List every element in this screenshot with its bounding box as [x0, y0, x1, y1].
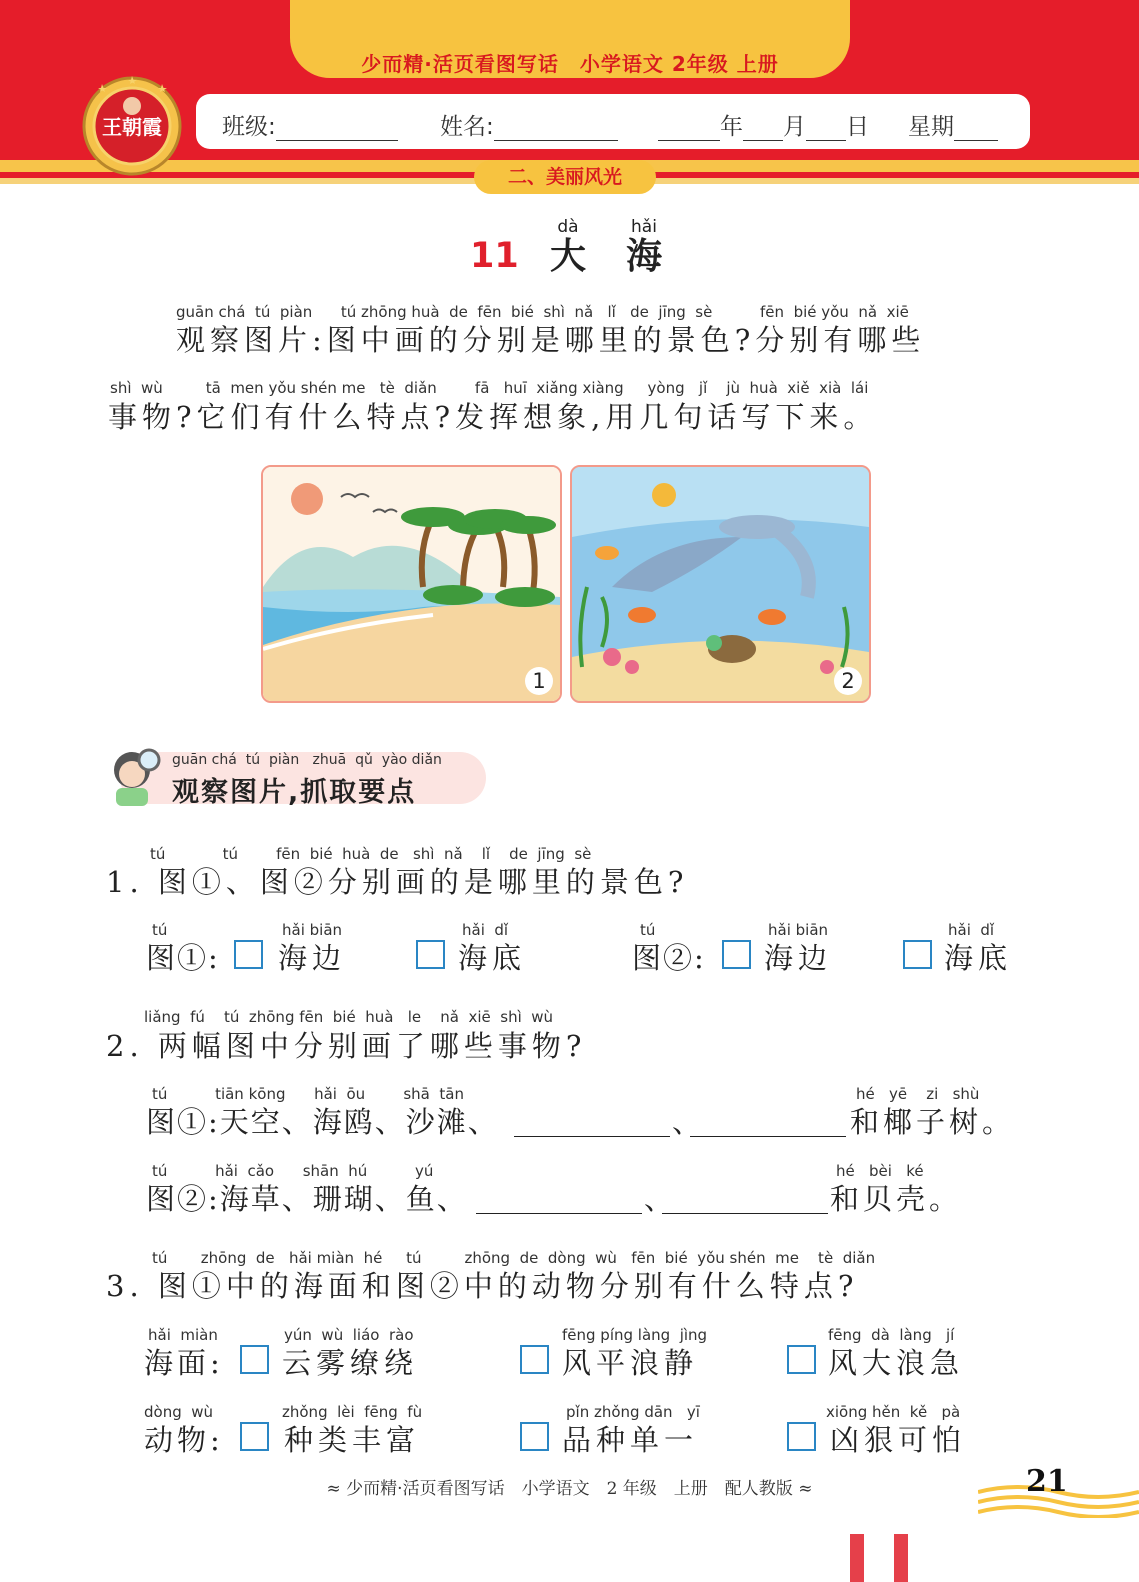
sea-option: 云雾缭绕: [282, 1346, 419, 1380]
q3-sea-label: 海面:: [144, 1346, 224, 1380]
sea-option: 风大浪急: [828, 1346, 965, 1380]
opt-pinyin: zhǒng lèi fēng fù: [282, 1403, 423, 1421]
q2-text: 2. 两幅图中分别画了哪些事物?: [106, 1029, 587, 1063]
checkbox-sea-opt3[interactable]: [787, 1345, 816, 1374]
month-label: 月: [783, 114, 806, 140]
opt-pinyin: yún wù liáo rào: [284, 1326, 414, 1344]
title-char: hǎi 海: [625, 217, 662, 277]
instruction-pinyin-1: guān chá tú piàn tú zhōng huà de fēn bié shì nǎ lǐ de jīng sè fēn bié yǒu nǎ xiē: [176, 303, 909, 321]
opt-pinyin: fēng dà làng jí: [828, 1326, 955, 1344]
name-label: 姓名:: [440, 114, 494, 140]
checkbox-tu1-seaside[interactable]: [234, 940, 263, 969]
q1-tu2-pinyin: tú: [640, 921, 656, 939]
checkbox-animal-opt3[interactable]: [787, 1422, 816, 1451]
q3-sea-pinyin: hǎi miàn: [148, 1326, 218, 1344]
q1-pinyin: tú tú fēn bié huà de shì nǎ lǐ de jīng sè: [150, 845, 592, 863]
option-seafloor: 海底: [944, 941, 1013, 975]
logo-text: 王朝霞: [102, 115, 162, 139]
brand-logo-icon: [80, 72, 184, 176]
q2-r1-end-pinyin: hé yē zi shù: [856, 1085, 980, 1103]
opt-pinyin: fēng píng làng jìng: [562, 1326, 708, 1344]
underwater-scene-icon: [572, 467, 869, 701]
checkbox-tu2-seafloor[interactable]: [903, 940, 932, 969]
option-seaside: 海边: [278, 941, 347, 975]
answer-blank[interactable]: [662, 1211, 828, 1214]
animal-option: 凶狠可怕: [830, 1423, 967, 1457]
q3-pinyin: tú zhōng de hǎi miàn hé tú zhōng de dòng wù fēn bié yǒu shén me tè diǎn: [152, 1249, 876, 1267]
checkbox-sea-opt1[interactable]: [240, 1345, 269, 1374]
title-char: dà 大: [549, 217, 586, 277]
checkbox-animal-opt2[interactable]: [520, 1422, 549, 1451]
q2-r1-sep: 、: [672, 1105, 707, 1139]
section-pinyin: guān chá tú piàn zhuā qǔ yào diǎn: [172, 752, 442, 768]
q1-tu2-label: 图②:: [632, 941, 706, 975]
q1-text: 1. 图①、图②分别画的是哪里的景色?: [106, 865, 689, 899]
opt-pinyin: hǎi dǐ: [948, 921, 995, 939]
instruction-line-2: 事物?它们有什么特点?发挥想象,用几句话写下来。: [108, 400, 878, 434]
opt-pinyin: pǐn zhǒng dān yī: [566, 1403, 700, 1421]
instruction-pinyin-2: shì wù tā men yǒu shén me tè diǎn fā huī xiǎng xiàng yòng jǐ jù huà xiě xià lái: [110, 379, 869, 397]
opt-pinyin: hǎi biān: [282, 921, 343, 939]
instruction-line-1: 观察图片:图中画的分别是哪里的景色?分别有哪些: [176, 323, 926, 357]
checkbox-tu2-seaside[interactable]: [722, 940, 751, 969]
section-title: 观察图片,抓取要点: [172, 777, 417, 808]
checkbox-tu1-seafloor[interactable]: [416, 940, 445, 969]
opt-pinyin: xiōng hěn kě pà: [826, 1403, 961, 1421]
opt-pinyin: hǎi dǐ: [462, 921, 509, 939]
beach-scene-icon: [263, 467, 560, 701]
q2-r2-pinyin: tú hǎi cǎo shān hú yú: [152, 1162, 434, 1180]
q2-r2-end-pinyin: hé bèi ké: [836, 1162, 924, 1180]
weekday-label: 星期: [908, 114, 954, 140]
q2-r2-text: 图②:海草、珊瑚、鱼、: [146, 1182, 468, 1216]
footer-text: ≈ 少而精·活页看图写话 小学语文 2 年级 上册 配人教版 ≈: [326, 1479, 813, 1499]
page-number: 21: [1026, 1464, 1068, 1499]
year-label: 年: [720, 114, 743, 140]
checkbox-sea-opt2[interactable]: [520, 1345, 549, 1374]
answer-blank[interactable]: [514, 1134, 670, 1137]
q3-animal-label: 动物:: [144, 1423, 224, 1457]
series-title: 少而精·活页看图写话 小学语文 2年级 上册: [361, 52, 779, 76]
animal-option: 种类丰富: [284, 1423, 421, 1457]
class-field[interactable]: [222, 108, 398, 141]
q2-r2-end: 和贝壳。: [830, 1182, 963, 1216]
answer-blank[interactable]: [690, 1134, 846, 1137]
picture-number: 2: [834, 667, 862, 695]
answer-blank[interactable]: [476, 1211, 642, 1214]
q2-r2-sep: 、: [644, 1182, 679, 1216]
class-label: 班级:: [222, 114, 276, 140]
q2-r1-end: 和椰子树。: [850, 1105, 1016, 1139]
unit-tab: 二、美丽风光: [474, 160, 656, 194]
checkbox-animal-opt1[interactable]: [240, 1422, 269, 1451]
q2-pinyin: liǎng fú tú zhōng fēn bié huà le nǎ xiē shì wù: [144, 1008, 554, 1026]
option-seafloor: 海底: [458, 941, 527, 975]
q3-text: 3. 图①中的海面和图②中的动物分别有什么特点?: [106, 1269, 859, 1303]
q2-r1-text: 图①:天空、海鸥、沙滩、: [146, 1105, 499, 1139]
sea-option: 风平浪静: [562, 1346, 699, 1380]
q1-tu1-label: 图①:: [146, 941, 220, 975]
picture-beach: [261, 465, 562, 703]
q2-r1-pinyin: tú tiān kōng hǎi ōu shā tān: [152, 1085, 464, 1103]
day-label: 日: [846, 114, 869, 140]
weekday-field[interactable]: [908, 108, 998, 141]
option-seaside: 海边: [764, 941, 833, 975]
name-field[interactable]: [440, 108, 618, 141]
q1-tu1-pinyin: tú: [152, 921, 168, 939]
detective-icon: [104, 744, 164, 808]
picture-number: 1: [525, 667, 553, 695]
animal-option: 品种单一: [562, 1423, 699, 1457]
lesson-number: 11: [470, 236, 519, 276]
q3-animal-pinyin: dòng wù: [144, 1403, 214, 1421]
picture-seafloor: [570, 465, 871, 703]
opt-pinyin: hǎi biān: [768, 921, 829, 939]
date-field[interactable]: [658, 108, 869, 141]
page-edge-marks-icon: [850, 1530, 910, 1582]
